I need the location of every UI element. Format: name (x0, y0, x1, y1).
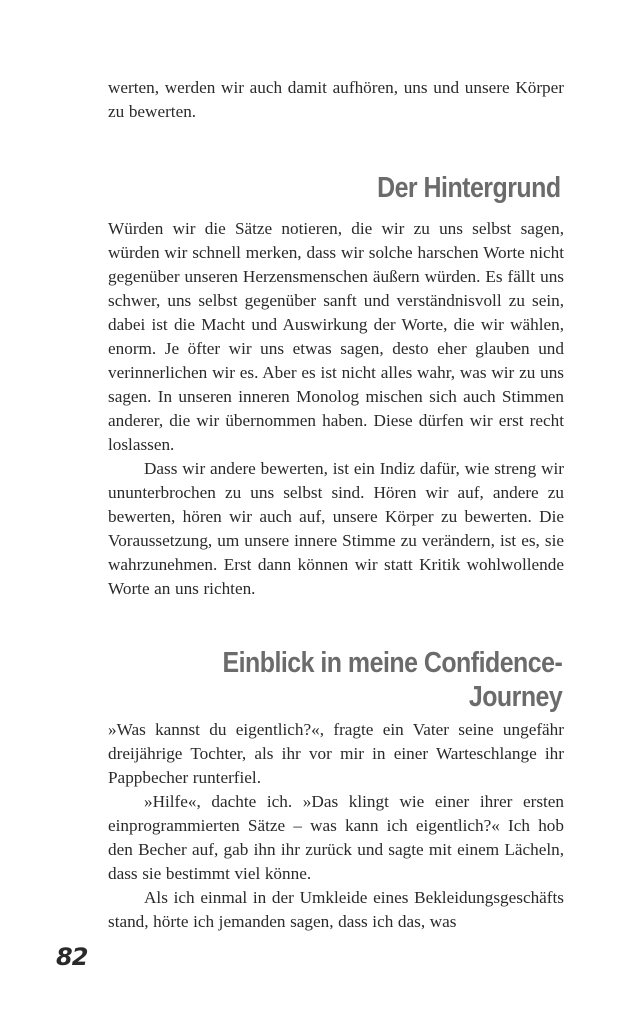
body-paragraph: Würden wir die Sätze notieren, die wir zu uns selbst sagen, würden wir schnell merken, dass wir solche harschen Worte nicht gegenüber unseren Herzensmenschen äußern würden. Es fällt uns schwer, uns selbst gegenüber sanft und verständnisvoll zu sein, dabei ist die Macht und Auswirkung der Worte, die wir wählen, enorm. Je öfter wir uns etwas sagen, desto eher glauben und verinnerlichen wir es. Aber es ist nicht alles wahr, was wir zu uns sagen. In unseren inneren Monolog mischen sich auch Stimmen anderer, die wir übernommen haben. Diese dürfen wir erst recht loslassen. (108, 219, 564, 454)
page-number: 82 (56, 943, 88, 971)
body-paragraph: Dass wir andere bewerten, ist ein Indiz dafür, wie streng wir ununterbrochen zu uns selbst sind. Hören wir auf, andere zu bewerten, hören wir auch auf, unsere Körper zu bewerten. Die Voraussetzung, um unsere innere Stimme zu verändern, ist es, sie wahrzunehmen. Erst dann können wir statt Kritik wohlwollende Worte an uns richten. (108, 459, 564, 598)
body-paragraph: »Hilfe«, dachte ich. »Das klingt wie einer ihrer ersten einprogrammierten Sätze – was kann ich eigentlich?« Ich hob den Becher auf, gab ihn ihr zurück und sagte mit einem Lächeln, dass sie bestimmt viel könne. (108, 792, 564, 883)
body-paragraph: Als ich einmal in der Umkleide eines Bekleidungsgeschäfts stand, hörte ich jemanden sagen, dass ich das, was (108, 888, 564, 931)
section-heading-hintergrund: Der Hintergrund (377, 172, 561, 204)
body-paragraph: »Was kannst du eigentlich?«, fragte ein Vater seine ungefähr dreijährige Tochter, als ihr vor mir in einer Warteschlange ihr Pappbecher runterfiel. (108, 720, 564, 787)
section-heading-confidence-journey: Einblick in meine Confidence-Journey (222, 647, 563, 713)
continuation-paragraph: werten, werden wir auch damit aufhören, uns und unsere Körper zu bewerten. (108, 78, 564, 121)
page-body (108, 76, 564, 934)
